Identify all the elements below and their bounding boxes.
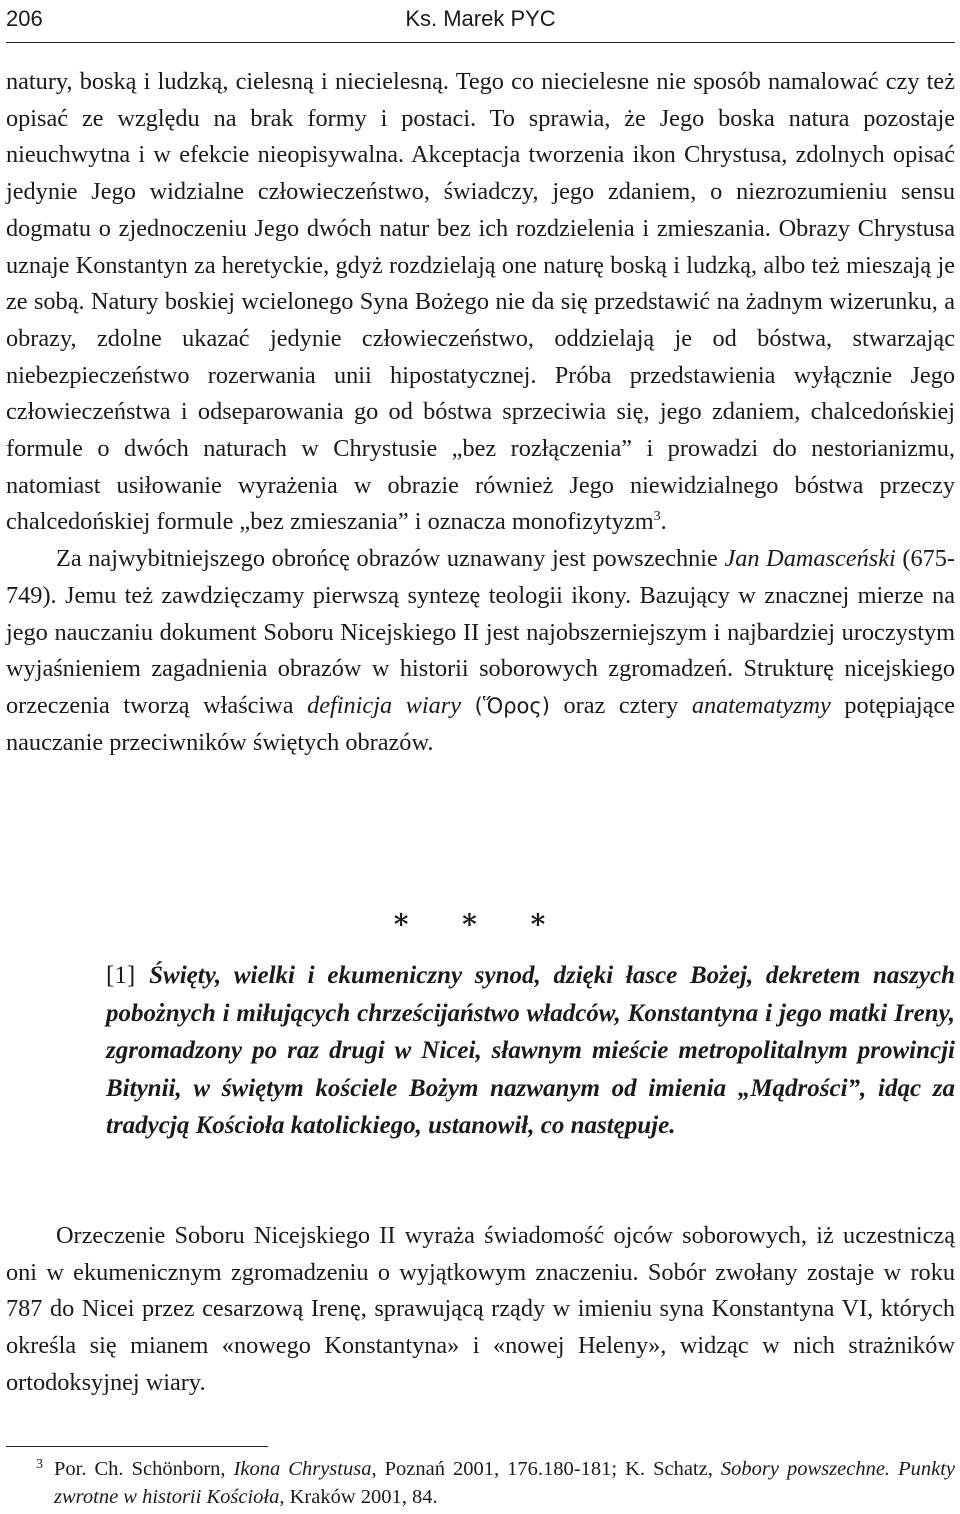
page-number: 206 bbox=[6, 6, 43, 31]
paragraph-text: Za najwybitniejszego obrońcę obrazów uznawany jest powszechnie bbox=[56, 545, 725, 573]
paragraph-text: (675-749). Jemu też zawdzięczamy pierwszą syntezę teologii ikony. Bazujący w znacznej mierze na jego nauczaniu dokument Soboru Nicejskiego II jest najobszerniejszym i najbardziej uroczystym wyjaśnieniem zagadnienia obrazów w historii soborowych zgromadzeń. Strukturę nicejskiego orzeczenia tworzą właściwa bbox=[6, 545, 956, 719]
main-text-continued bbox=[6, 1218, 955, 1402]
footnote bbox=[36, 1455, 956, 1511]
person-name: Jan Damasceński bbox=[724, 545, 896, 573]
paragraph: Orzeczenie Soboru Nicejskiego II wyraża świadomość ojców soborowych, iż uczestniczą oni w ekumenicznym zgromadzeniu o wyjątkowym znaczeniu. Sobór zwołany zostaje w roku 787 do Nicei przez cesarzową Irenę, sprawującą rządy w imieniu syna Konstantyna VI, których określa się mianem «nowego Konstantyna» i «nowej Heleny», widząc w nich strażników ortodoksyjnej wiary. bbox=[6, 1222, 955, 1396]
footnote-mark: 3 bbox=[36, 1457, 43, 1472]
running-title: Ks. Marek PYC bbox=[405, 6, 556, 31]
paragraph-text: potępiające nauczanie przeciwników świętych obrazów. bbox=[6, 691, 956, 756]
paragraph-end: . bbox=[660, 508, 667, 536]
greek-term: (Ὅρος) bbox=[474, 693, 550, 718]
footnote-divider bbox=[6, 1446, 268, 1447]
canon-text bbox=[106, 957, 955, 1145]
page-header bbox=[6, 4, 955, 43]
footnote-text: Por. Ch. Schönborn, bbox=[54, 1458, 234, 1480]
footnote-reference: 3 bbox=[653, 509, 661, 525]
term-italic: definicja wiary bbox=[307, 691, 462, 719]
paragraph bbox=[6, 541, 955, 761]
footnote-title: Sobory powszechne. Punkty zwrotne w historii Kościoła bbox=[54, 1458, 956, 1508]
term-italic: anatematyzmy bbox=[691, 691, 831, 719]
footnote-title: Ikona Chrystusa bbox=[233, 1458, 372, 1480]
section-separator: * * * bbox=[393, 908, 568, 941]
canon-number: [1] bbox=[106, 962, 136, 989]
paragraph-text: natury, boską i ludzką, cielesną i niecielesną. Tego co niecielesne nie sposób namalować czy też opisać ze względu na brak formy i postaci. To sprawia, że Jego boska natura pozostaje nieuchwytna i w efekcie nieopisywalna. Akceptacja tworzenia ikon Chrystusa, zdolnych opisać jedynie Jego widzialne człowieczeństwo, świadczy, jego zdaniem, o niezrozumieniu sensu dogmatu o zjednoczeniu Jego dwóch natur bez ich rozdzielenia i zmieszania. Obrazy Chrystusa uznaje Konstantyn za heretyckie, gdyż rozdzielają one naturę boską i ludzką, albo też mieszają je ze sobą. Natury boskiej wcielonego Syna Bożego nie da się przedstawić na żadnym wizerunku, a obrazy, zdolne ukazać jedynie człowieczeństwo, oddzielają je od bóstwa, stwarzając niebezpieczeństwo rozerwania unii hipostatycznej. Próba przedstawienia wyłącznie Jego człowieczeństwa i odseparowania go od bóstwa sprzeciwia się, jego zdaniem, chalcedońskiej formule o dwóch naturach w Chrystusie „bez rozłączenia” i prowadzi do nestorianizmu, natomiast usiłowanie wyrażenia w obrazie również Jego niewidzialnego bóstwa przeczy chalcedońskiej formule „bez zmieszania” i oznacza monofizytyzm bbox=[6, 68, 955, 536]
canon-body: Święty, wielki i ekumeniczny synod, dzięki łasce Bożej, dekretem naszych pobożnych i miłujących chrześcijaństwo władców, Konstantyna i jego matki Ireny, zgromadzony po raz drugi w Nicei, sławnym mieście metropolitalnym prowincji Bitynii, w świętym kościele Bożym nazwanym od imienia „Mądrości”, idąc za tradycją Kościoła katolickiego, ustanowił, co następuje. bbox=[106, 962, 955, 1140]
paragraph bbox=[6, 64, 955, 541]
footnote-text: , Poznań 2001, 176.180-181; K. Schatz, bbox=[371, 1458, 721, 1480]
paragraph-text: oraz cztery bbox=[549, 691, 692, 719]
footnote-text: , Kraków 2001, 84. bbox=[279, 1486, 438, 1508]
main-text bbox=[6, 64, 955, 761]
